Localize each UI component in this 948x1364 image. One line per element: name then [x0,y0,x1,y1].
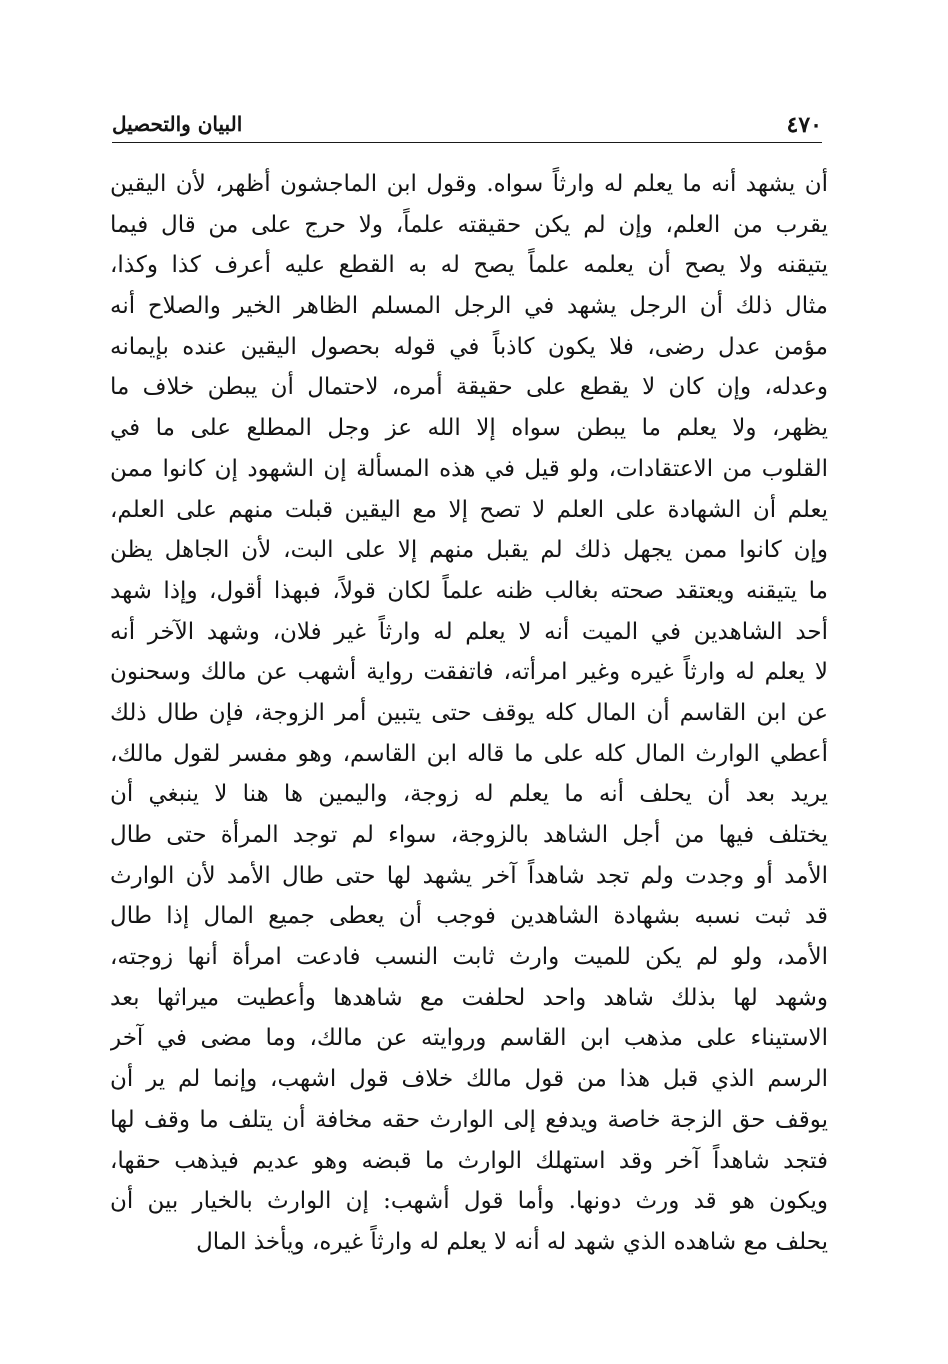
page-header [112,112,822,142]
text-line: وعدله، وإن كان لا يقطع على حقيقة أمره، لاحتمال أن يبطن خلاف ما [110,374,828,401]
text-line: يظهر، ولا يعلم ما يبطن سواه إلا الله عز وجل المطلع على ما في [110,415,828,442]
body-text [110,164,828,1263]
text-line: الأمد، ولو لم يكن للميت وارث ثابت النسب فادعت امرأة أنها زوجته، [110,944,828,971]
text-line: القلوب من الاعتقادات، ولو قيل في هذه المسألة إن الشهود إن كانوا ممن [110,455,828,482]
text-line: لا يعلم له وارثاً غيره وغير امرأته، فاتفقت رواية أشهب عن مالك وسحنون [110,659,828,686]
text-line: قد ثبت نسبه بشهادة الشاهدين فوجب أن يعطى جميع المال إذا طال [110,903,828,930]
page-number: ٤٧٠ [786,112,822,138]
text-line: أحد الشاهدين في الميت أنه لا يعلم له وارثاً غير فلان، وشهد الآخر أنه [110,618,828,645]
text-line: مثال ذلك أن الرجل يشهد في الرجل المسلم الظاهر الخير والصلاح أنه [110,293,828,320]
text-line: أن يشهد أنه ما يعلم له وارثاً سواه. وقول ابن الماجشون أظهر، لأن اليقين [110,171,828,197]
text-line: الأمد أو وجدت ولم تجد شاهداً آخر يشهد لها حتى طال الأمد لأن الوارث [110,862,828,889]
text-line: يريد بعد أن يحلف أنه ما يعلم له زوجة، واليمين ها هنا لا ينبغي أن [110,781,828,808]
text-line: يتيقنه ولا يصح أن يعلمه علماً يصح له به القطع عليه أعرف كذا وكذا، [110,252,828,279]
text-line: يعلم أن الشهادة على العلم لا تصح إلا مع اليقين قبلت منهم على العلم، [110,496,828,523]
text-line: أعطي الوارث المال كله على ما قاله ابن القاسم، وهو مفسر لقول مالك، [110,740,828,767]
text-line: يختلف فيها من أجل الشاهد بالزوجة، سواء لم توجد المرأة حتى طال [110,822,828,848]
text-line: الاستيناء على مذهب ابن القاسم وروايته عن مالك، وما مضى في آخر [110,1025,828,1052]
text-line: وإن كانوا ممن يجهل ذلك لم يقبل منهم إلا على البت، لأن الجاهل يظن [110,537,828,564]
text-line: مؤمن عدل رضى، فلا يكون كاذباً في قوله بحصول اليقين عنده بإيمانه [110,333,828,360]
text-line: عن ابن القاسم أن المال كله يوقف حتى يتبين أمر الزوجة، فإن طال ذلك [110,699,828,726]
text-line: ما يتيقنه ويعتقد صحته بغالب ظنه علماً لكان قولاً، فبهذا أقول، وإذا شهد [110,577,828,604]
text-line: يقرب من العلم، وإن لم يكن حقيقته علماً، ولا حرج على من قال فيما [110,211,828,238]
text-line: الرسم الذي قبل هذا من قول مالك خلاف قول اشهب، وإنما لم ير أن [110,1066,828,1093]
text-line: فتجد شاهداً آخر وقد استهلك الوارث ما قبضه وهو عديم فيذهب حقها، [110,1147,828,1174]
text-line: ويكون هو قد ورث دونها. وأما قول أشهب: إن الوارث بالخيار بين أن [110,1188,828,1215]
text-line: يوقف حق الزجة خاصة ويدفع إلى الوارث حقه مخافة أن يتلف ما وقف لها [110,1106,828,1133]
text-line: يحلف مع شاهده الذي شهد له أنه لا يعلم له وارثاً غيره، ويأخذ المال [196,1228,828,1255]
header-divider [112,142,822,143]
running-title: البيان والتحصيل [112,112,243,136]
text-line: وشهد لها بذلك شاهد واحد لحلفت مع شاهدها وأعطيت ميراثها بعد [110,984,828,1011]
